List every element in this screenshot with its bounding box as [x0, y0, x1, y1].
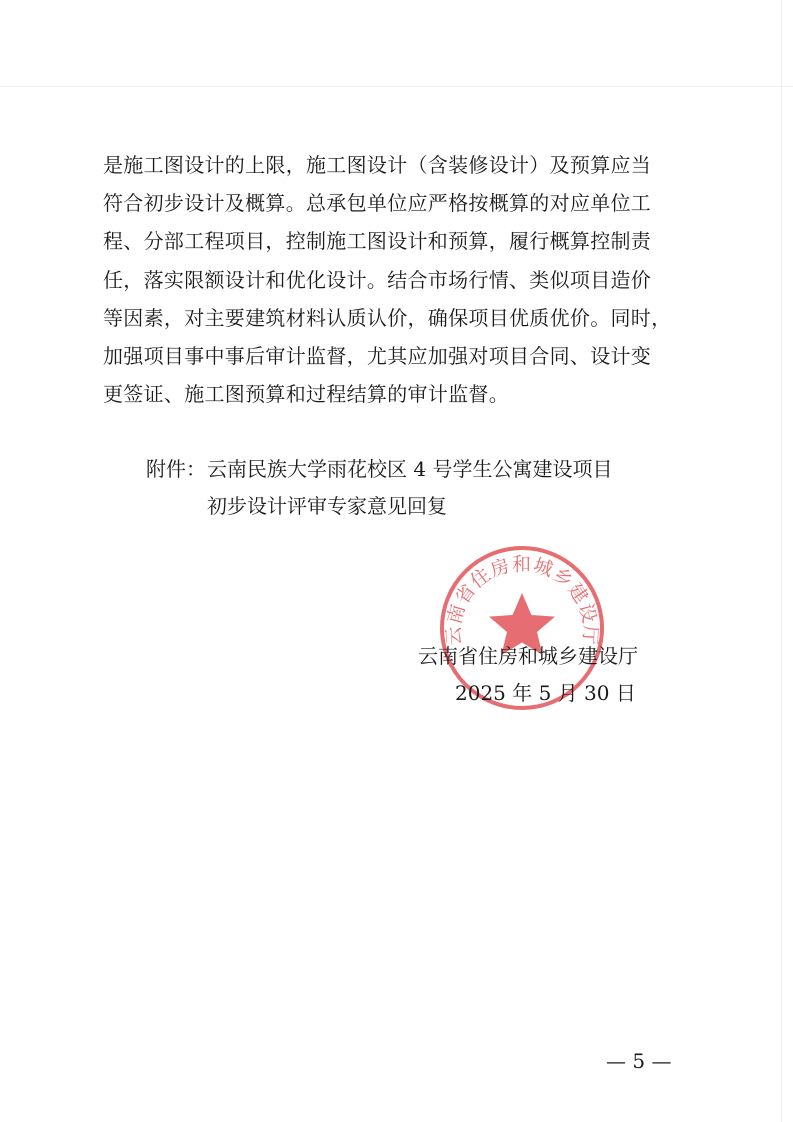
body-line-5: 等因素，对主要建筑材料认质认价，确保项目优质优价。同时，: [103, 305, 672, 330]
issuing-organization: 云南省住房和城乡建设厅: [418, 644, 638, 668]
seal-text: 云南省住房和城乡建设厅: [442, 553, 602, 647]
body-line-2: 符合初步设计及概算。总承包单位应严格按概算的对应单位工: [103, 191, 652, 216]
attachment-title-line-1: 云南民族大学雨花校区 4 号学生公寓建设项目: [207, 457, 613, 481]
body-line-3: 程、分部工程项目，控制施工图设计和预算，履行概算控制责: [103, 229, 652, 254]
issue-date: 2025 年 5 月 30 日: [455, 681, 636, 705]
attachment-title-line-2: 初步设计评审专家意见回复: [207, 494, 447, 518]
scan-right-edge: [781, 0, 782, 1122]
attachment-label: 附件：: [146, 457, 206, 481]
body-line-7: 更签证、施工图预算和过程结算的审计监督。: [103, 382, 509, 407]
body-line-1: 是施工图设计的上限，施工图设计（含装修设计）及预算应当: [103, 153, 652, 177]
scan-top-edge: [0, 86, 793, 87]
body-paragraph: [103, 146, 693, 413]
body-line-6: 加强项目事中事后审计监督，尤其应加强对项目合同、设计变: [103, 344, 652, 369]
page-number: — 5 —: [606, 1049, 672, 1073]
body-line-4: 任，落实限额设计和优化设计。结合市场行情、类似项目造价: [103, 267, 652, 292]
